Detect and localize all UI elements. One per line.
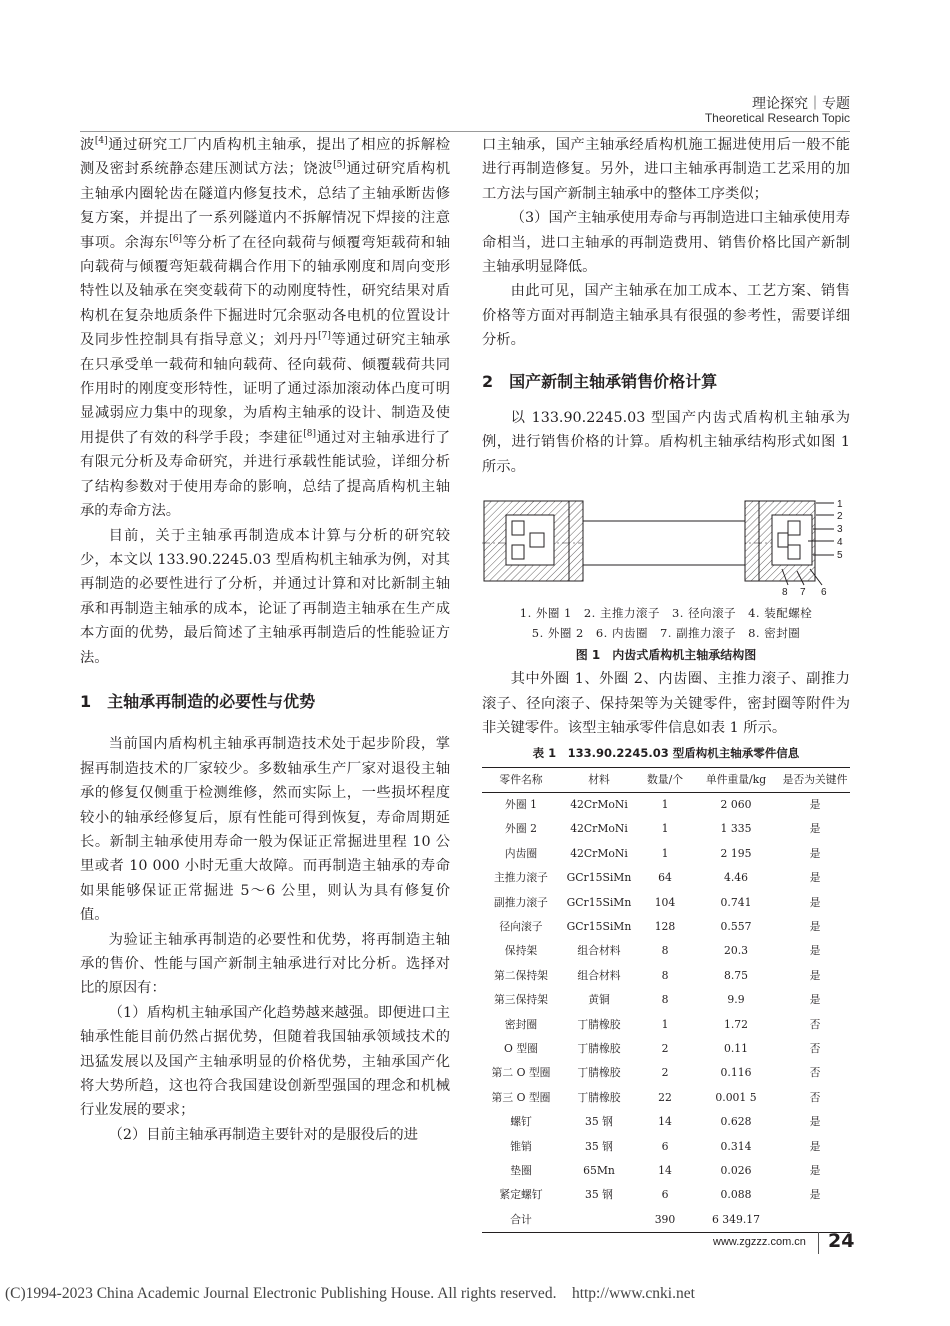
cell-is-key-part: 是 <box>809 846 821 860</box>
cell-is-key-part: 是 <box>809 871 821 885</box>
table-row <box>482 988 850 1012</box>
paragraph-reason-2-cont: 口主轴承，国产主轴承经盾构机施工掘进使用后一般不能进行再制造修复。另外，进口主轴承再制造工艺采用的加工方法与国产新制主轴承中的整体工序类似； <box>482 137 850 202</box>
table-row <box>482 1183 850 1207</box>
cell-material: 丁腈橡胶 <box>577 1041 621 1055</box>
cell-unit-weight: 2 060 <box>720 797 752 811</box>
cell-part-name: 第三 O 型圈 <box>491 1090 551 1104</box>
table-row <box>482 1135 850 1159</box>
cell-material: 丁腈橡胶 <box>577 1090 621 1104</box>
cell-is-key-part: 是 <box>809 968 821 982</box>
figure-caption: 图 1 内齿式盾构机主轴承结构图 <box>575 648 757 663</box>
table-row <box>482 842 850 866</box>
callout-7: 7 <box>800 587 806 598</box>
cell-unit-weight: 4.46 <box>723 871 749 885</box>
cell-part-name: 外圈 1 <box>505 797 537 811</box>
cell-unit-weight: 0.116 <box>720 1066 752 1080</box>
cell-quantity: 1 <box>661 846 669 860</box>
table-row <box>482 817 850 841</box>
header-material: 材料 <box>588 772 610 786</box>
total-unit-weight: 6 349.17 <box>711 1212 761 1226</box>
cell-part-name: 螺钉 <box>510 1115 532 1129</box>
cell-part-name: 第二 O 型圈 <box>491 1066 551 1080</box>
cell-part-name: O 型圈 <box>504 1041 538 1055</box>
cell-material: GCr15SiMn <box>566 919 632 933</box>
parts-table <box>482 767 850 1234</box>
total-material <box>560 1208 638 1233</box>
paragraph-summary: 由此可见，国产主轴承在加工成本、工艺方案、销售价格等方面对再制造主轴承具有很强的参考性，需要详细分析。 <box>482 283 850 349</box>
header-quantity: 数量/个 <box>646 772 684 786</box>
cell-unit-weight: 20.3 <box>723 944 749 958</box>
table-row <box>482 915 850 939</box>
cell-unit-weight: 9.9 <box>727 993 745 1007</box>
cell-is-key-part: 否 <box>809 1017 821 1031</box>
header-section-cn: 理论探究｜专题 <box>752 96 850 112</box>
table-row <box>482 1061 850 1085</box>
table-row <box>482 1037 850 1061</box>
cell-part-name: 外圈 2 <box>505 822 537 836</box>
callout-8: 8 <box>782 587 788 598</box>
total-quantity: 390 <box>654 1212 676 1226</box>
table-row <box>482 1013 850 1037</box>
cell-is-key-part: 是 <box>809 1188 821 1202</box>
cell-part-name: 副推力滚子 <box>494 895 548 909</box>
header-section-en: Theoretical Research Topic <box>704 111 850 125</box>
callout-5: 5 <box>837 550 843 562</box>
cell-material: 35 钢 <box>585 1139 613 1153</box>
table-row <box>482 1159 850 1183</box>
callout-6: 6 <box>821 587 827 598</box>
cell-quantity: 1 <box>661 797 669 811</box>
citation-ref[interactable]: [8] <box>303 429 317 440</box>
total-is-key-part <box>780 1208 850 1233</box>
cell-quantity: 8 <box>661 993 669 1007</box>
cell-is-key-part: 否 <box>809 1041 821 1055</box>
cell-is-key-part: 是 <box>809 1164 821 1177</box>
cell-is-key-part: 是 <box>809 993 821 1007</box>
header-part-name: 零件名称 <box>499 772 543 786</box>
cell-material: GCr15SiMn <box>566 871 632 885</box>
cell-unit-weight: 1 335 <box>720 822 752 836</box>
cell-quantity: 6 <box>661 1139 669 1153</box>
cell-is-key-part: 是 <box>809 797 821 811</box>
paragraph-text-segment: 通过研究盾构机主轴承内圈轮齿在隧道内修复技术，总结了主轴承断齿修复方案，并提出了一系列隧道内不拆解情况下焊接的注意事项。余海东 <box>80 161 451 251</box>
cell-part-name: 锥销 <box>510 1139 532 1153</box>
figure-legend-line-1: 1. 外圈 1 2. 主推力滚子 3. 径向滚子 4. 装配螺栓 <box>519 606 813 621</box>
table-row <box>482 1110 850 1134</box>
cell-is-key-part: 否 <box>809 1090 821 1104</box>
cell-is-key-part: 是 <box>809 1139 821 1153</box>
citation-ref[interactable]: [6] <box>169 233 183 244</box>
paragraph-reason-3: （3）国产主轴承使用寿命与再制造进口主轴承使用寿命相当，进口主轴承的再制造费用、销售价格比国产新制主轴承明显降低。 <box>482 210 850 276</box>
paragraph-key-parts: 其中外圈 1、外圈 2、内齿圈、主推力滚子、副推力滚子、径向滚子、保持架等为关键零件，密封圈等附件为非关键零件。该型主轴承零件信息如表 1 所示。 <box>482 671 850 737</box>
section-heading-2: 2 国产新制主轴承销售价格计算 <box>482 371 718 391</box>
cell-quantity: 1 <box>661 1017 669 1031</box>
cell-material: GCr15SiMn <box>566 895 632 909</box>
cell-part-name: 垫圈 <box>510 1164 532 1177</box>
table-row <box>482 866 850 890</box>
citation-ref[interactable]: [4] <box>94 136 108 147</box>
cell-part-name: 保持架 <box>504 944 538 958</box>
cell-quantity: 64 <box>658 871 672 885</box>
right-column <box>482 133 850 1233</box>
cell-quantity: 128 <box>654 919 676 933</box>
cell-material: 组合材料 <box>577 944 621 958</box>
bearing-structure-figure <box>482 489 850 597</box>
cell-quantity: 8 <box>661 968 669 982</box>
citation-ref[interactable]: [5] <box>333 160 346 171</box>
section-heading-1: 1 主轴承再制造的必要性与优势 <box>80 691 316 711</box>
table-total-row <box>482 1208 850 1233</box>
cell-unit-weight: 8.75 <box>723 968 749 982</box>
cell-material: 丁腈橡胶 <box>577 1066 621 1080</box>
cell-is-key-part: 是 <box>809 944 821 958</box>
cell-unit-weight: 0.088 <box>720 1188 752 1202</box>
cell-material: 42CrMoNi <box>570 822 628 836</box>
cell-unit-weight: 0.314 <box>720 1139 752 1153</box>
cell-material: 丁腈橡胶 <box>577 1017 621 1031</box>
cell-material: 42CrMoNi <box>570 846 628 860</box>
cell-material: 35 钢 <box>585 1188 613 1202</box>
callout-4: 4 <box>837 537 843 549</box>
cell-material: 黄铜 <box>588 993 610 1007</box>
cell-unit-weight: 2 195 <box>720 846 752 860</box>
cell-unit-weight: 0.628 <box>720 1115 752 1129</box>
table-title: 表 1 133.90.2245.03 型盾构机主轴承零件信息 <box>532 745 800 760</box>
cell-quantity: 8 <box>661 944 669 958</box>
cell-part-name: 第二保持架 <box>494 968 548 982</box>
cell-material: 42CrMoNi <box>570 797 628 811</box>
header-unit-weight: 单件重量/kg <box>705 772 767 786</box>
cell-quantity: 22 <box>658 1090 672 1104</box>
cell-is-key-part: 否 <box>809 1066 821 1080</box>
paragraph-reason-1: （1）盾构机主轴承国产化趋势越来越强。即便进口主轴承性能目前仍然占据优势，但随着我国轴承领域技术的迅猛发展以及国产主轴承明显的价格优势，主轴承国产化将大势所趋，这也符合我国建设创新型强国的理念和机械行业发展的要求； <box>80 1004 450 1119</box>
cell-quantity: 104 <box>654 895 676 909</box>
paragraph-status: 当前国内盾构机主轴承再制造技术处于起步阶段，掌握再制造技术的厂家较少。多数轴承生产厂家对退役主轴承的修复仅侧重于检测维修，然而实际上，一些损坏程度较小的轴承经修复后，原有性能可得到恢复，寿命周期延长。新制主轴承使用寿命一般为保证正常掘进里程 10 公里或者 10 000 小时无重大故障。而再制造主轴承的寿命如果能够保证正常掘进 5～6 公里，则认为具有修复价值。 <box>80 736 450 924</box>
cell-unit-weight: 0.11 <box>723 1041 749 1055</box>
cell-material: 组合材料 <box>577 968 621 982</box>
table-header-row <box>482 767 850 792</box>
callout-1: 1 <box>837 499 843 511</box>
table-row <box>482 1086 850 1110</box>
footer-url[interactable]: www.zgzzz.com.cn <box>713 1236 806 1248</box>
cell-unit-weight: 0.557 <box>720 919 752 933</box>
cell-unit-weight: 0.741 <box>720 895 752 909</box>
paragraph-comparison: 为验证主轴承再制造的必要性和优势，将再制造主轴承的售价、性能与国产新制主轴承进行对比分析。选择对比的原因有： <box>80 931 450 997</box>
cell-quantity: 2 <box>661 1066 669 1080</box>
cell-quantity: 6 <box>661 1188 669 1202</box>
cell-material: 35 钢 <box>585 1115 613 1129</box>
header-rule <box>80 131 850 132</box>
callout-2: 2 <box>837 511 843 523</box>
paragraph-text-segment: 通过对主轴承进行了有限元分析及寿命研究，并进行承载性能试验，详细分析了结构参数对于使用寿命的影响，总结了提高盾构机主轴承的寿命方法。 <box>80 429 450 520</box>
paragraph-text-segment: 波 <box>80 137 95 153</box>
cell-unit-weight: 1.72 <box>723 1017 749 1031</box>
table-row <box>482 939 850 963</box>
cell-quantity: 14 <box>658 1115 672 1129</box>
cell-is-key-part: 是 <box>809 1115 821 1129</box>
cell-is-key-part: 是 <box>809 895 821 909</box>
paragraph-text-segment: 等分析了在径向载荷与倾覆弯矩载荷和轴向载荷与倾覆弯矩载荷耦合作用下的轴承刚度和周向变形特性以及轴承在突变载荷下的动刚度特性，研究结果对盾构机在复杂地质条件下掘进时冗余驱动各电机的位置设计及同步性控制具有指导意义；刘丹丹 <box>80 234 450 349</box>
table-row <box>482 964 850 988</box>
header-is-key-part: 是否为关键件 <box>782 772 848 786</box>
cell-unit-weight: 0.026 <box>720 1164 752 1177</box>
page-number: 24 <box>828 1230 855 1252</box>
table-row <box>482 792 850 817</box>
bearing-cross-section-drawing <box>482 489 850 597</box>
paragraph-text-segment: 通过研究工厂内盾构机主轴承，提出了相应的拆解检测及密封系统静态建压测试方法；饶波 <box>80 137 451 178</box>
cell-part-name: 第三保持架 <box>494 993 548 1007</box>
paragraph-reason-2-start: （2）目前主轴承再制造主要针对的是服役后的进 <box>108 1126 418 1143</box>
cell-part-name: 径向滚子 <box>499 919 543 933</box>
paragraph-intro: 目前，关于主轴承再制造成本计算与分析的研究较少，本文以 133.90.2245.03 型盾构机主轴承为例，对其再制造的必要性进行了分析，并通过计算和对比新制主轴承和再制造主轴承的成本，论证了再制造主轴承在生产成本方面的优势，最后简述了主轴承再制造后的性能验证方法。 <box>80 527 450 666</box>
cell-part-name: 内齿圈 <box>504 846 538 860</box>
table-row <box>482 891 850 915</box>
cell-part-name: 密封圈 <box>504 1017 538 1031</box>
callout-3: 3 <box>837 524 843 536</box>
cell-unit-weight: 0.001 5 <box>715 1090 757 1104</box>
citation-ref[interactable]: [7] <box>318 331 331 342</box>
cell-is-key-part: 是 <box>809 919 821 933</box>
paragraph-literature-review <box>80 133 450 524</box>
paragraph-text-segment: 等通过研究主轴承在只承受单一载荷和轴向载荷、径向载荷、倾覆载荷共同作用时的刚度变形特性，证明了通过添加滚动体凸度可明显减弱应力集中的现象，为盾构主轴承的设计、制造及使用提供了有效的科学手段；李建征 <box>80 332 451 446</box>
figure-legend-line-2: 5. 外圈 2 6. 内齿圈 7. 副推力滚子 8. 密封圈 <box>531 626 801 641</box>
cell-part-name: 主推力滚子 <box>494 871 548 885</box>
total-part-name: 合计 <box>510 1212 532 1226</box>
left-column <box>80 133 450 1147</box>
paragraph-example: 以 133.90.2245.03 型国产内齿式盾构机主轴承为例，进行销售价格的计算。盾构机主轴承结构形式如图 1 所示。 <box>482 410 850 475</box>
copyright-notice: (C)1994-2023 China Academic Journal Electronic Publishing House. All rights reserved. http://www.cnki.net <box>5 1285 695 1302</box>
cell-quantity: 14 <box>658 1164 672 1177</box>
cell-is-key-part: 是 <box>809 822 821 836</box>
cell-part-name: 紧定螺钉 <box>499 1188 543 1202</box>
cell-quantity: 2 <box>661 1041 669 1055</box>
footer-divider <box>818 1232 819 1254</box>
cell-material: 65Mn <box>583 1164 615 1177</box>
cell-quantity: 1 <box>661 822 669 836</box>
